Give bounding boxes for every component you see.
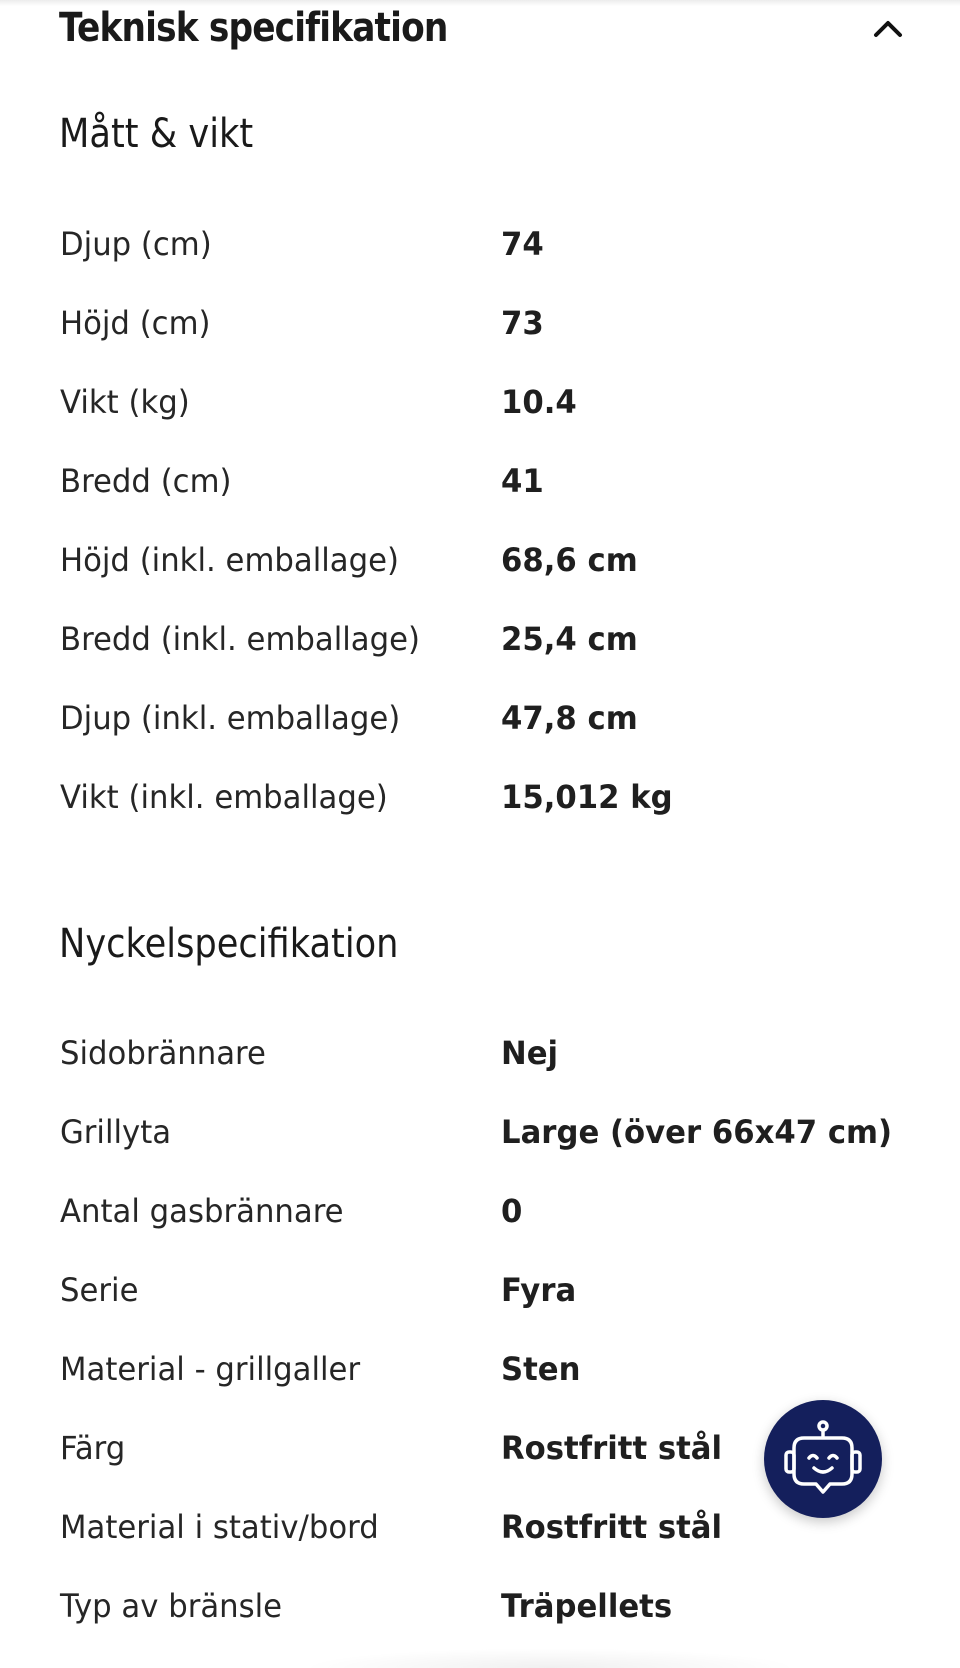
- spec-label: Grillyta: [60, 1113, 172, 1151]
- spec-value: 68,6 cm: [501, 541, 638, 579]
- spec-label: Höjd (cm): [60, 304, 211, 342]
- spec-row: [0, 456, 960, 535]
- spec-value: 41: [501, 462, 544, 500]
- spec-value: 25,4 cm: [501, 620, 638, 658]
- spec-row: [0, 614, 960, 693]
- section-title-dimensions: Mått & vikt: [59, 111, 254, 157]
- chat-assistant-button[interactable]: [764, 1400, 882, 1518]
- spec-label: Typ av bränsle: [60, 1587, 283, 1625]
- spec-label: Färg: [60, 1429, 126, 1467]
- spec-value: 15,012 kg: [501, 778, 673, 816]
- spec-value: Nej: [501, 1034, 559, 1072]
- spec-label: Djup (cm): [60, 225, 212, 263]
- spec-value: Fyra: [501, 1271, 577, 1309]
- spec-value: Large (över 66x47 cm): [501, 1113, 893, 1151]
- spec-label: Material i stativ/bord: [60, 1508, 379, 1546]
- robot-chat-icon: [764, 1400, 882, 1518]
- spec-value: 73: [501, 304, 544, 342]
- spec-label: Serie: [60, 1271, 139, 1309]
- spec-value: Träpellets: [501, 1587, 673, 1625]
- spec-row: [0, 219, 960, 298]
- spec-value: 47,8 cm: [501, 699, 638, 737]
- spec-list-key-specs: [0, 1028, 960, 1660]
- chevron-up-icon: [864, 10, 912, 50]
- spec-accordion-header[interactable]: [0, 0, 960, 58]
- spec-value: 74: [501, 225, 544, 263]
- spec-label: Antal gasbrännare: [60, 1192, 344, 1230]
- spec-value: 0: [501, 1192, 523, 1230]
- spec-row: [0, 1265, 960, 1344]
- spec-row: [0, 1186, 960, 1265]
- page-title: Teknisk specifikation: [59, 5, 448, 51]
- spec-label: Höjd (inkl. emballage): [60, 541, 399, 579]
- spec-row: [0, 772, 960, 851]
- spec-row: [0, 693, 960, 772]
- spec-row: [0, 1107, 960, 1186]
- spec-value: Rostfritt stål: [501, 1429, 723, 1467]
- spec-label: Sidobrännare: [60, 1034, 266, 1072]
- spec-label: Vikt (inkl. emballage): [60, 778, 388, 816]
- spec-row: [0, 535, 960, 614]
- spec-row: [0, 377, 960, 456]
- spec-value: Rostfritt stål: [501, 1508, 723, 1546]
- spec-value: Sten: [501, 1350, 581, 1388]
- spec-row: [0, 1028, 960, 1107]
- spec-label: Material - grillgaller: [60, 1350, 361, 1388]
- spec-row: [0, 298, 960, 377]
- spec-label: Bredd (inkl. emballage): [60, 620, 420, 658]
- spec-value: 10.4: [501, 383, 577, 421]
- bottom-edge-shadow: [300, 1648, 800, 1668]
- spec-label: Djup (inkl. emballage): [60, 699, 401, 737]
- spec-label: Vikt (kg): [60, 383, 190, 421]
- spec-label: Bredd (cm): [60, 462, 232, 500]
- collapse-toggle-button[interactable]: [864, 10, 912, 50]
- section-title-key-specs: Nyckelspecifikation: [59, 921, 399, 967]
- spec-list-dimensions: [0, 219, 960, 851]
